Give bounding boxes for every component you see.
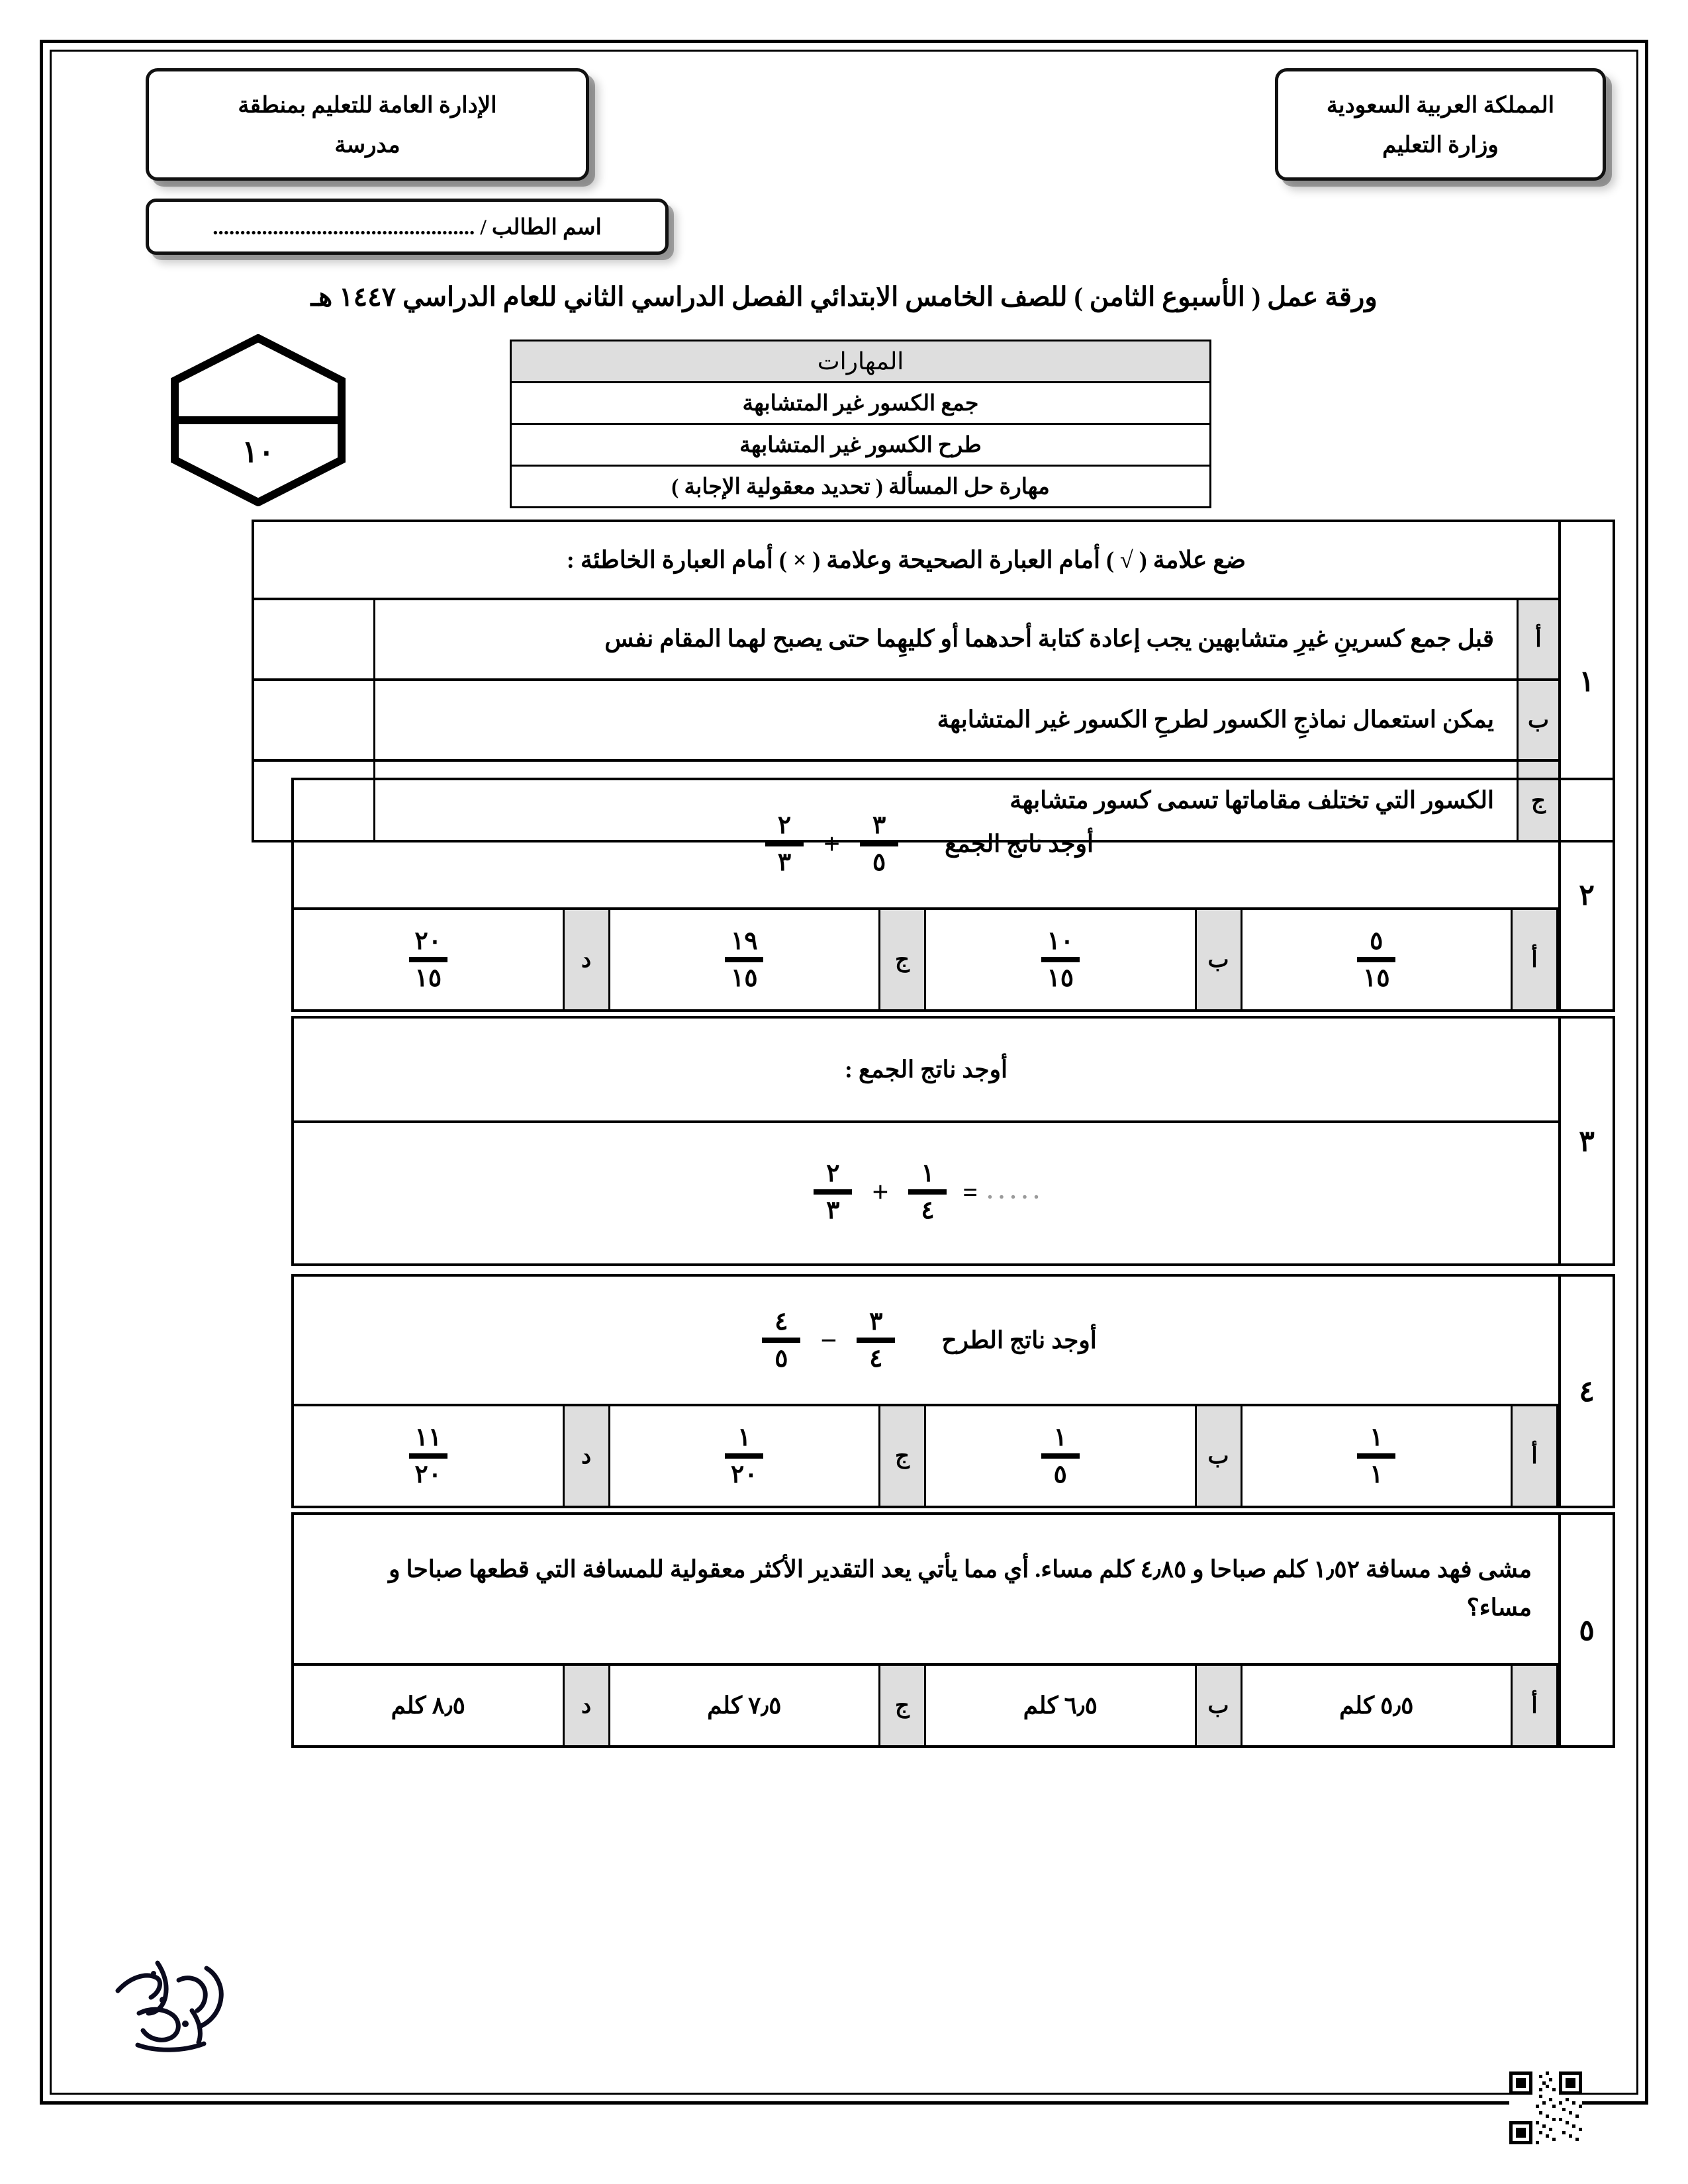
fraction-bar [725, 957, 763, 962]
question-4-options [294, 1406, 1558, 1506]
option-letter-b: ب [1195, 1666, 1243, 1745]
numerator: ٤ [774, 1307, 788, 1336]
question-3 [291, 1016, 1615, 1266]
score-hexagon [165, 334, 351, 506]
option-letter-b: ب [1517, 681, 1558, 759]
question-2-stem-label: أوجد ناتج الجمع [945, 831, 1094, 857]
fraction-bar [857, 1338, 895, 1343]
fraction [1041, 928, 1080, 992]
fraction-bar [762, 1338, 800, 1343]
skills-table-header: المهارات [511, 341, 1211, 383]
option-letter-a: أ [1511, 1666, 1558, 1745]
denominator: ١ [1370, 1461, 1383, 1488]
worksheet-content [73, 63, 1615, 2081]
question-1-number: ١ [1558, 522, 1613, 840]
denominator: ٥ [1053, 1461, 1067, 1488]
denominator: ١٥ [1362, 964, 1390, 992]
table-row [511, 424, 1211, 466]
fraction-right [908, 1160, 947, 1224]
question-5-option-c[interactable]: ٧٫٥ كلم [707, 1692, 782, 1719]
question-4-option-b[interactable] [926, 1406, 1195, 1506]
question-3-number: ٣ [1558, 1019, 1613, 1263]
student-name-field[interactable] [146, 199, 669, 255]
option-letter-c: ج [878, 910, 926, 1009]
fraction [409, 928, 447, 992]
fraction [725, 928, 763, 992]
operator-icon: − [820, 1324, 837, 1357]
question-4-stem-label: أوجد ناتج الطرح [941, 1327, 1097, 1353]
question-1-stem [254, 522, 1558, 600]
teacher-signature-icon [99, 1939, 258, 2062]
numerator: ١١ [414, 1423, 442, 1451]
denominator: ٤ [921, 1197, 935, 1224]
fraction-left [814, 1160, 852, 1224]
question-5-stem-text: مشى فهد مسافة ١٫٥٢ كلم صباحا و ٤٫٨٥ كلم مساء. أي مما يأتي يعد التقدير الأكثر معقولية للمسافة التي قطعها صباحا و مساء؟ [389, 1556, 1532, 1621]
question-5-options [294, 1666, 1558, 1745]
numerator: ٢ [826, 1159, 840, 1187]
fraction-bar [725, 1453, 763, 1459]
fraction-bar [409, 957, 447, 962]
option-letter-c: ج [878, 1666, 926, 1745]
fraction-bar [814, 1189, 852, 1195]
question-1-item-a-text: قبل جمع كسرينِ غيرِ متشابهين يجب إعادة كتابة أحدهما أو كليهِما حتى يصبح لهما المقام نفس [604, 625, 1494, 653]
school-label: مدرسة [334, 132, 400, 158]
question-5-option-d[interactable]: ٨٫٥ كلم [391, 1692, 465, 1719]
question-5-option-a[interactable]: ٥٫٥ كلم [1339, 1692, 1414, 1719]
question-2-stem [294, 780, 1558, 910]
option-letter-a: أ [1517, 600, 1558, 678]
fraction [409, 1424, 447, 1488]
question-3-answer-area[interactable] [294, 1123, 1558, 1263]
question-2-number: ٢ [1558, 780, 1613, 1009]
skills-section [73, 328, 1615, 506]
option-letter-c: ج [878, 1406, 926, 1506]
question-1-answer-b[interactable] [254, 681, 375, 759]
operator-icon: + [872, 1175, 889, 1208]
denominator: ١٥ [730, 964, 758, 992]
option-letter-b: ب [1195, 910, 1243, 1009]
question-3-expression [807, 1160, 1045, 1224]
fraction-bar [1357, 1453, 1395, 1459]
question-5-stem [294, 1515, 1558, 1666]
question-4-option-a[interactable] [1243, 1406, 1511, 1506]
table-row [511, 466, 1211, 508]
fraction-left [762, 1308, 800, 1373]
table-row [511, 383, 1211, 424]
fraction-right [860, 812, 898, 876]
fraction-bar [1041, 1453, 1080, 1459]
numerator: ١ [1053, 1423, 1067, 1451]
numerator: ٢ [777, 811, 792, 839]
question-4-number: ٤ [1558, 1277, 1613, 1506]
page-title: ورقة عمل ( الأسبوع الثامن ) للصف الخامس الابتدائي الفصل الدراسي الثاني للعام الدراسي ١٤٤٧ هـ [310, 282, 1378, 312]
fraction-bar [409, 1453, 447, 1459]
question-1-item-b [254, 681, 1558, 762]
option-letter-d: د [563, 910, 610, 1009]
country-label: المملكة العربية السعودية [1326, 93, 1555, 118]
question-3-stem [294, 1019, 1558, 1123]
numerator: ١ [737, 1423, 751, 1451]
numerator: ١ [1370, 1423, 1383, 1451]
question-4-expression [755, 1308, 902, 1373]
ministry-header-box [1275, 68, 1606, 181]
fraction-bar [860, 841, 898, 846]
question-1-item-b-text: يمكن استعمال نماذجِ الكسور لطرحِ الكسور غير المتشابهة [937, 706, 1494, 733]
option-letter-d: د [563, 1666, 610, 1745]
skill-item-2: طرح الكسور غير المتشابهة [511, 424, 1211, 466]
fraction [1357, 928, 1395, 992]
question-2-option-d[interactable] [294, 910, 563, 1009]
option-letter-c: ج [1517, 762, 1558, 840]
fraction-bar [1357, 957, 1395, 962]
denominator: ٥ [872, 848, 886, 876]
denominator: ٣ [777, 848, 792, 876]
fraction-bar [1041, 957, 1080, 962]
question-4-option-d[interactable] [294, 1406, 563, 1506]
denominator: ١٥ [1047, 964, 1074, 992]
question-2-option-b[interactable] [926, 910, 1195, 1009]
education-directorate-label: الإدارة العامة للتعليم بمنطقة [238, 93, 497, 118]
ministry-label: وزارة التعليم [1382, 132, 1499, 158]
denominator: ٤ [869, 1345, 883, 1373]
numerator: ٥ [1370, 927, 1383, 955]
option-letter-a: أ [1511, 910, 1558, 1009]
question-1-item-c-text: الكسور التي تختلف مقاماتها تسمى كسور متشابهة [1009, 787, 1494, 814]
question-3-stem-label: أوجد ناتج الجمع : [845, 1056, 1008, 1083]
numerator: ٢٠ [414, 927, 442, 955]
fraction [725, 1424, 763, 1488]
denominator: ٢٠ [730, 1461, 758, 1488]
question-2 [291, 778, 1615, 1012]
fraction [1357, 1424, 1395, 1488]
denominator: ٥ [774, 1345, 788, 1373]
question-1-item-a [254, 600, 1558, 681]
qr-code-icon [1509, 2071, 1582, 2144]
numerator: ١ [921, 1159, 935, 1187]
question-2-option-c[interactable] [610, 910, 879, 1009]
question-5-number: ٥ [1558, 1515, 1613, 1745]
question-2-options [294, 910, 1558, 1009]
question-3-answer-blank[interactable]: ..... [987, 1179, 1045, 1204]
denominator: ٣ [826, 1197, 840, 1224]
skills-table [510, 340, 1211, 508]
numerator: ١٠ [1047, 927, 1074, 955]
denominator: ١٥ [414, 964, 442, 992]
question-1-stem-text: ضع علامة ( √ ) أمام العبارة الصحيحة وعلامة ( × ) أمام العبارة الخاطئة : [566, 547, 1246, 573]
skill-item-3: مهارة حل المسألة ( تحديد معقولية الإجابة ) [511, 466, 1211, 508]
question-5 [291, 1512, 1615, 1748]
numerator: ١٩ [730, 927, 758, 955]
option-letter-d: د [563, 1406, 610, 1506]
operator-icon: + [823, 827, 841, 860]
question-5-option-b[interactable]: ٦٫٥ كلم [1023, 1692, 1098, 1719]
question-2-expression [759, 812, 905, 876]
fraction-bar [765, 841, 804, 846]
question-2-option-a[interactable] [1243, 910, 1511, 1009]
numerator: ٣ [869, 1307, 883, 1336]
fraction-left [765, 812, 804, 876]
denominator: ٢٠ [414, 1461, 442, 1488]
question-4-stem [294, 1277, 1558, 1406]
document-header [73, 63, 1615, 240]
fraction-bar [908, 1189, 947, 1195]
student-name-label: اسم الطالب / ................................................ [212, 216, 602, 240]
question-4-option-c[interactable] [610, 1406, 879, 1506]
option-letter-b: ب [1195, 1406, 1243, 1506]
fraction [1041, 1424, 1080, 1488]
fraction-right [857, 1308, 895, 1373]
skill-item-1: جمع الكسور غير المتشابهة [511, 383, 1211, 424]
equals-sign: = [962, 1177, 978, 1207]
option-letter-a: أ [1511, 1406, 1558, 1506]
question-4 [291, 1274, 1615, 1508]
education-admin-box [146, 68, 589, 181]
numerator: ٣ [872, 811, 886, 839]
score-value: ١٠ [242, 435, 275, 469]
question-1-answer-a[interactable] [254, 600, 375, 678]
